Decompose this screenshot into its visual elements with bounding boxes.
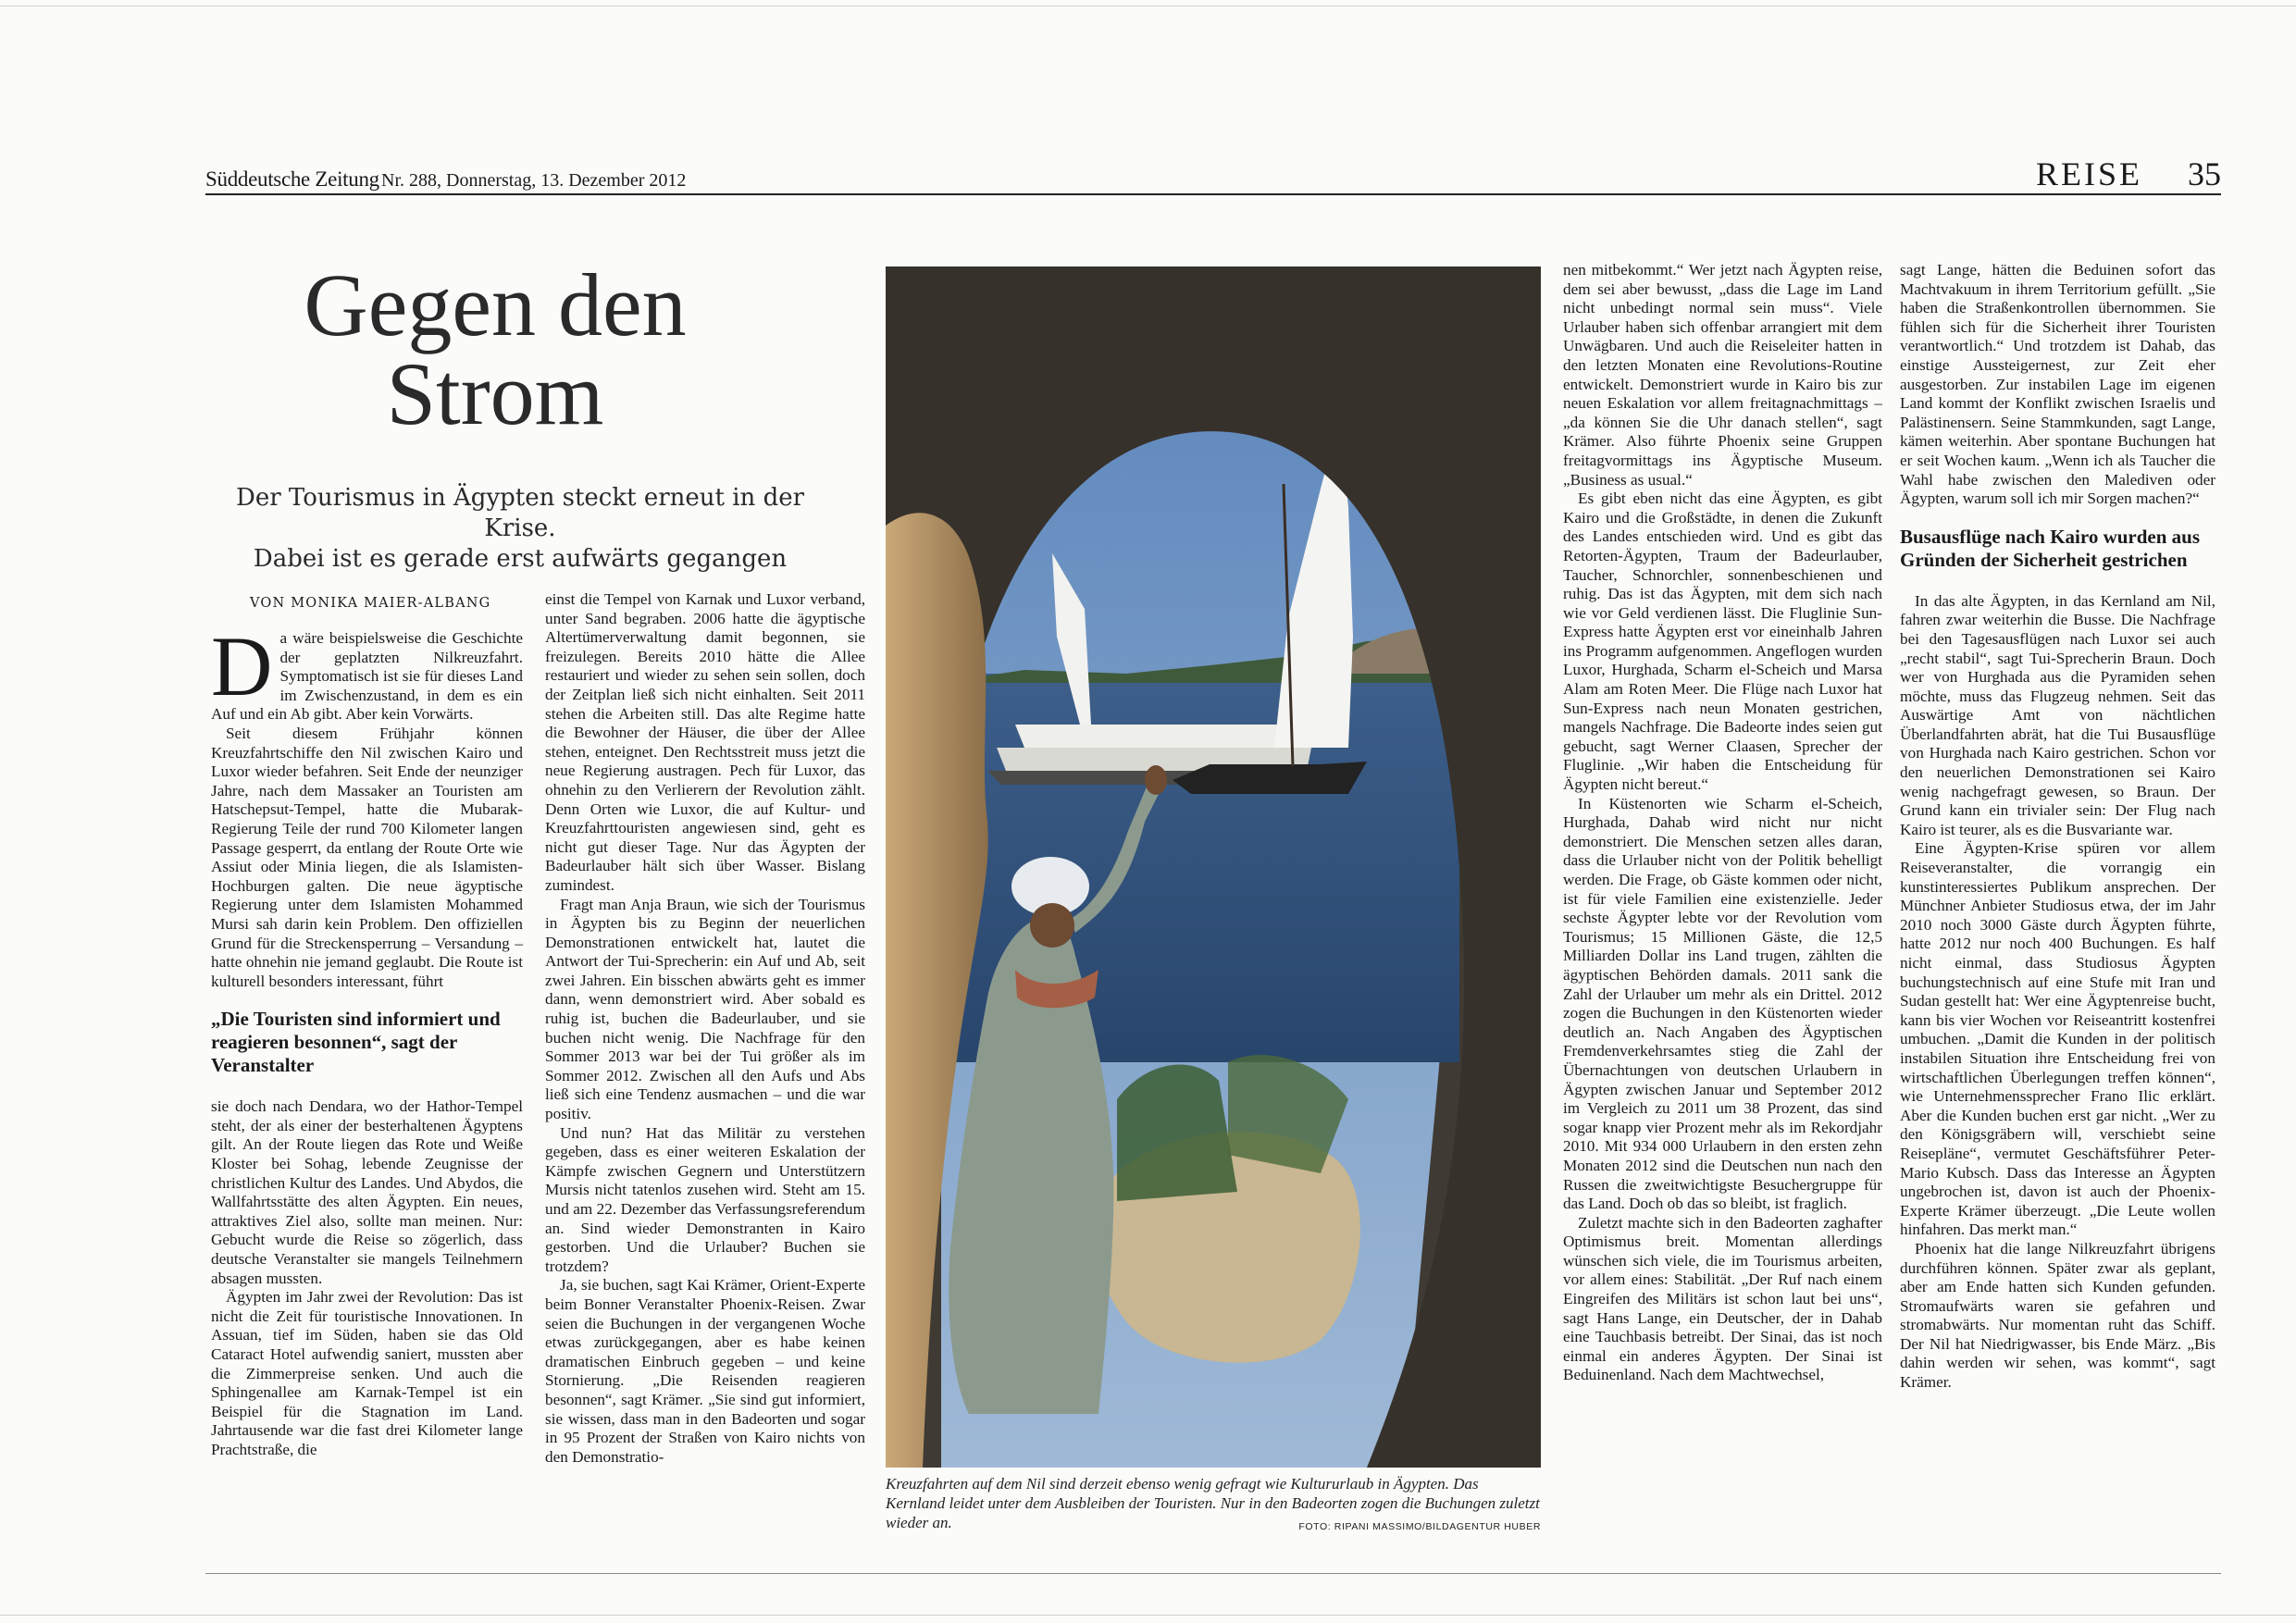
byline: VON MONIKA MAIER-ALBANG — [250, 596, 491, 611]
paragraph: Eine Ägypten-Krise spüren vor allem Reiseveranstalter, die vorrangig ein kunstinteressiertes Publikum ansprechen. Der Münchner Anbieter Studiosus etwa, der im Jahr 2010 noch 3000 Gäste durch Ägypten führte, hatte 2012 nur noch 400 Buchungen. Es half nicht einmal, dass Studiosus Ägypten buchungstechnisch auf eine Stufe mit Iran und Sudan gestellt hat: Wer eine Ägyptenreise bucht, kann bis vier Wochen vor Reiseantritt kostenfrei umbuchen. „Damit die Kunden in der politisch instabilen Situation ihre Entscheidung frei von wirtschaftlichen Überlegungen treffen können“, wie Unternehmenssprecher Frano Ilic erklärt. Aber die Kunden buchen erst gar nicht. „Wer zu den Königsgräbern will, verschiebt seine Reisepläne“, vermutet Geschäftsführer Peter-Mario Kubsch. Dass das Interesse an Ägypten ungebrochen ist, davon ist auch der Phoenix-Experte Krämer überzeugt. „Die Leute wollen hinfahren. Das merkt man.“ — [1900, 839, 2215, 1239]
paragraph: nen mitbekommt.“ Wer jetzt nach Ägypten reise, dem sei aber bewusst, „dass die Lage im Land nicht unbedingt normal sein muss“. Viele Urlauber haben sich offenbar arrangiert mit dem Unwägbaren. Und auch die Reiseleiter hatten in den letzten Monaten eine Revolutions-Routine entwickelt. Demonstriert wurde in Kairo bis zur neuen Eskalation vor allem freitagnachmittags – „da können Sie die Uhr danach stellen“, sagt Krämer. Also führte Phoenix seine Gruppen freitagvormittags ins Ägyptische Museum. „Business as usual.“ — [1563, 261, 1882, 489]
text-column-1 — [211, 619, 523, 1460]
subheadline — [205, 483, 835, 575]
masthead-rule — [205, 193, 2221, 195]
paragraph: a wäre beispielsweise die Geschichte der geplatzten Nilkreuzfahrt. Symptomatisch ist sie für dieses Land im Zwischenzustand, in dem es ein Auf und ein Ab gibt. Aber kein Vorwärts. — [211, 629, 523, 724]
paragraph: Und nun? Hat das Militär zu verstehen gegeben, dass es einer weiteren Eskalation der Kämpfe zwischen Gegnern und Unterstützern Mursis nicht tatenlos zusehen wird. Steht am 15. und am 22. Dezember das Verfassungsreferendum an. Sind wieder Demonstranten in Kairo gestorben. Und die Urlauber? Buchen sie trotzdem? — [545, 1123, 865, 1275]
paragraph: Ja, sie buchen, sagt Kai Krämer, Orient-Experte beim Bonner Veranstalter Phoenix-Reisen. Zwar seien die Buchungen in der vergangenen Woche etwas zurückgegangen, aber es habe keinen dramatischen Einbruch gegeben – und keine Stornierung. „Die Reisenden reagieren besonnen“, sagt Krämer. „Sie sind gut informiert, sie wissen, dass man in den Badeorten und sogar in 95 Prozent der Straßen von Kairo nichts von den Demonstratio- — [545, 1276, 865, 1466]
paragraph: einst die Tempel von Karnak und Luxor verband, unter Sand begraben. 2006 hatte die ägyptische Altertümerverwaltung damit begonnen, sie freizulegen. Bereits 2010 hätte die Allee restauriert und wieder zu sehen sein sollen, doch der Zeitplan ließ sich nicht einhalten. Seit 2011 stehen die Arbeiten still. Das alte Regime hatte die Bewohner der Häuser, die über der Allee stehen, enteignet. Den Rechtsstreit muss jetzt die neue Regierung austragen. Pech für Luxor, das ohnehin zu den Verlierern der Revolution zählt. Denn Orten wie Luxor, die auf Kultur- und Kreuzfahrttouristen angewiesen sind, geht es nicht gut dieser Tage. Nur das Ägypten der Badeurlauber hält sich über Wasser. Bislang zumindest. — [545, 590, 865, 894]
paragraph: sagt Lange, hätten die Beduinen sofort das Machtvakuum in ihrem Territorium gefüllt. „Sie haben die Straßenkontrollen übernommen. Sie fühlen sich für die Sicherheit ihrer Touristen verantwortlich.“ Und trotzdem ist Dahab, das einstige Aussteigernest, zur Zeit eher ausgestorben. Zur instabilen Lage im eigenen Land kommt der Konflikt zwischen Israelis und Palästinensern. Seine Stammkunden, sagt Lange, kämen weiterhin. Aber spontane Buchungen hat er seit Wochen kaum. „Wenn ich als Taucher die Wahl habe zwischen den Malediven oder Ägypten, warum soll ich mir Sorgen machen?“ — [1900, 261, 2215, 508]
headline-line-1: Gegen den — [304, 255, 687, 354]
text-column-2 — [545, 590, 865, 1467]
photo-caption — [886, 1474, 1541, 1537]
masthead — [205, 155, 2221, 195]
paragraph: Fragt man Anja Braun, wie sich der Tourismus in Ägypten bis zu Beginn der neuerlichen Demonstrationen entwickelt hat, lautet die Antwort der Tui-Sprecherin: ein Auf und Ab, seit zwei Jahren. Ein bisschen abwärts geht es immer dann, wenn demonstriert wird. Aber sobald es ruhig ist, buchen die Badeurlauber, und sie buchen nicht wenig. Die Nachfrage für den Sommer 2013 war bei der Tui größer als im Sommer 2012. Zwischen all den Aufs und Abs ließ sich eine Tendenz ausmachen – und die war positiv. — [545, 895, 865, 1123]
paragraph: In das alte Ägypten, in das Kernland am Nil, fahren zwar weiterhin die Busse. Die Nachfrage bei den Tagesausflügen nach Luxor sei auch „recht stabil“, sagt Tui-Sprecherin Braun. Doch wer von Hurghada aus die Pyramiden sehen möchte, muss das Flugzeug nehmen. Seit das Auswärtige Amt von nächtlichen Überlandfahrten abrät, hat die Tui Busausflüge von Hurghada nach Kairo gestrichen. Schon vor den neuerlichen Demonstrationen sei Kairo wenig nachgefragt gewesen, so Braun. Der Grund kann ein trivialer sein: Der Flug nach Kairo ist teurer, als es die Busvariante war. — [1900, 591, 2215, 838]
issue-date: Nr. 288, Donnerstag, 13. Dezember 2012 — [381, 170, 687, 191]
dropcap: D — [211, 619, 273, 713]
page-number: 35 — [2188, 155, 2221, 192]
paragraph: Seit diesem Frühjahr können Kreuzfahrtschiffe den Nil zwischen Kairo und Luxor wieder befahren. Seit Ende der neunziger Jahre, nach dem Massaker an Touristen am Hatschepsut-Tempel, hatte die Mubarak-Regierung Teile der rund 700 Kilometer langen Passage gesperrt, da entlang der Route Orte wie Assiut oder Minia liegen, die als Islamisten-Hochburgen galten. Die neue ägyptische Regierung unter dem Islamisten Mohammed Mursi sah darin kein Problem. Den offiziellen Grund für die Streckensperrung – Versandung – hatte ohnehin nie jemand geglaubt. Die Route ist kulturell besonders interessant, führt — [211, 724, 523, 990]
text-column-4 — [1900, 261, 2215, 1393]
intertitle: „Die Touristen sind informiert und reagieren besonnen“, sagt der Veranstalter — [211, 1008, 501, 1077]
nile-felucca-photo — [886, 266, 1541, 1468]
paragraph: sie doch nach Dendara, wo der Hathor-Tempel steht, der als einer der besterhaltenen Ägyptens gilt. An der Route liegen das Rote und Weiße Kloster bei Sohag, lebende Zeugnisse der christlichen Kultur des Landes. Und Abydos, die Wallfahrtsstätte des alten Ägypten. Ein neues, attraktives Ziel also, sollte man meinen. Nur: Gebucht wurde die Reise so zögerlich, dass deutsche Veranstalter sie mangels Teilnehmern absagen mussten. — [211, 1097, 523, 1287]
intertitle: Busausflüge nach Kairo wurden aus Gründen der Sicherheit gestrichen — [1900, 525, 2201, 571]
section-name: REISE — [2035, 155, 2142, 192]
caption-text: Kreuzfahrten auf dem Nil sind derzeit ebenso wenig gefragt wie Kultururlaub in Ägypten. Das Kernland leidet unter dem Ausbleiben der Touristen. Nur in den Badeorten zogen die Buchungen zuletzt wieder an. — [886, 1475, 1540, 1531]
photo-credit: FOTO: RIPANI MASSIMO/BILDAGENTUR HUBER — [1298, 1521, 1541, 1532]
subhead-line-1: Der Tourismus in Ägypten steckt erneut in der Krise. — [235, 484, 805, 542]
footer-rule — [205, 1573, 2221, 1574]
paragraph: Phoenix hat die lange Nilkreuzfahrt übrigens durchführen können. Später zwar als geplant, aber am Ende hatten sich Kunden gefunden. Stromaufwärts waren sie gefahren und stromabwärts. Nur momentan ruht das Schiff. Der Nil hat Niedrigwasser, bis Ende März. „Bis dahin werden wir sehen, was kommt“, sagt Krämer. — [1900, 1239, 2215, 1392]
headline-line-2: Strom — [386, 344, 604, 443]
headline — [222, 255, 768, 443]
paragraph: Zuletzt machte sich in den Badeorten zaghafter Optimismus breit. Momentan allerdings wünschen sich viele, die im Tourismus arbeiten, vor allem eines: Stabilität. „Der Ruf nach einem Eingreifen des Militärs ist schon laut bei uns“, sagt Hans Lange, ein Deutscher, der in Dahab eine Tauchbasis betreibt. Der Sinai, das ist noch einmal ein anderes Ägypten. Der Sinai ist Beduinenland. Nach dem Machtwechsel, — [1563, 1213, 1882, 1384]
subhead-line-2: Dabei ist es gerade erst aufwärts gegangen — [253, 545, 788, 573]
paragraph: Ägypten im Jahr zwei der Revolution: Das ist nicht die Zeit für touristische Innovationen. In Assuan, tief im Süden, haben sie das Old Cataract Hotel aufwendig saniert, mussten aber die Zimmerpreise senken. Und auch die Sphingenallee am Karnak-Tempel ist ein Beispiel für die Stagnation im Land. Jahrtausende war die fast drei Kilometer lange Prachtstraße, die — [211, 1288, 523, 1458]
text-column-3 — [1563, 261, 1882, 1385]
newspaper-name: Süddeutsche Zeitung — [205, 167, 379, 191]
paragraph: In Küstenorten wie Scharm el-Scheich, Hurghada, Dahab wird nicht nur nicht demonstriert. Die Menschen setzen alles daran, dass die Urlauber nicht von der Politik behelligt werden. Die Frage, ob Gäste kommen oder nicht, ist für viele Familien eine existenzielle. Jeder sechste Ägypter lebte vor der Revolution vom Tourismus; 15 Millionen Gäste, die 12,5 Milliarden Dollar ins Land trugen, zählten die ägyptischen Behörden damals. 2011 sank die Zahl der Urlauber um mehr als ein Drittel. 2012 zogen die Buchungen in den Küstenorten wieder deutlich an. Nach Angaben des Ägyptischen Fremdenverkehrsamtes stieg die Zahl der Übernachtungen von deutschen Urlaubern in Ägypten zwischen Januar und September 2012 im Vergleich zu 2011 um 38 Prozent, das sind sogar knapp vier Prozent mehr als im Rekordjahr 2010. Mit 934 000 Urlaubern in den ersten zehn Monaten 2012 sind die Deutschen nun nach den Russen die zweitwichtigste Besuchergruppe für das Land. Doch ob das so bleibt, ist fraglich. — [1563, 794, 1882, 1213]
paragraph: Es gibt eben nicht das eine Ägypten, es gibt Kairo und die Großstädte, in denen die Zukunft des Landes entschieden wird. Und es gibt das Retorten-Ägypten, Traum der Badeurlauber, Taucher, Schnorchler, sonnenbeschienen und ruhig. Das ist das Ägypten, mit dem sich nach wie vor Geld verdienen lässt. Die Fluglinie Sun-Express hatte Ägypten erst vor eineinhalb Jahren ins Programm aufgenommen. Angeflogen wurden Luxor, Hurghada, Scharm el-Scheich und Marsa Alam am Roten Meer. Die Flüge nach Luxor hat Sun-Express nach neun Monaten gestrichen, mangels Nachfrage. Die Badeorte indes seien gut gebucht, sagt Werner Claasen, Sprecher der Fluglinie. „Wir haben die Entscheidung für Ägypten nicht bereut.“ — [1563, 489, 1882, 794]
